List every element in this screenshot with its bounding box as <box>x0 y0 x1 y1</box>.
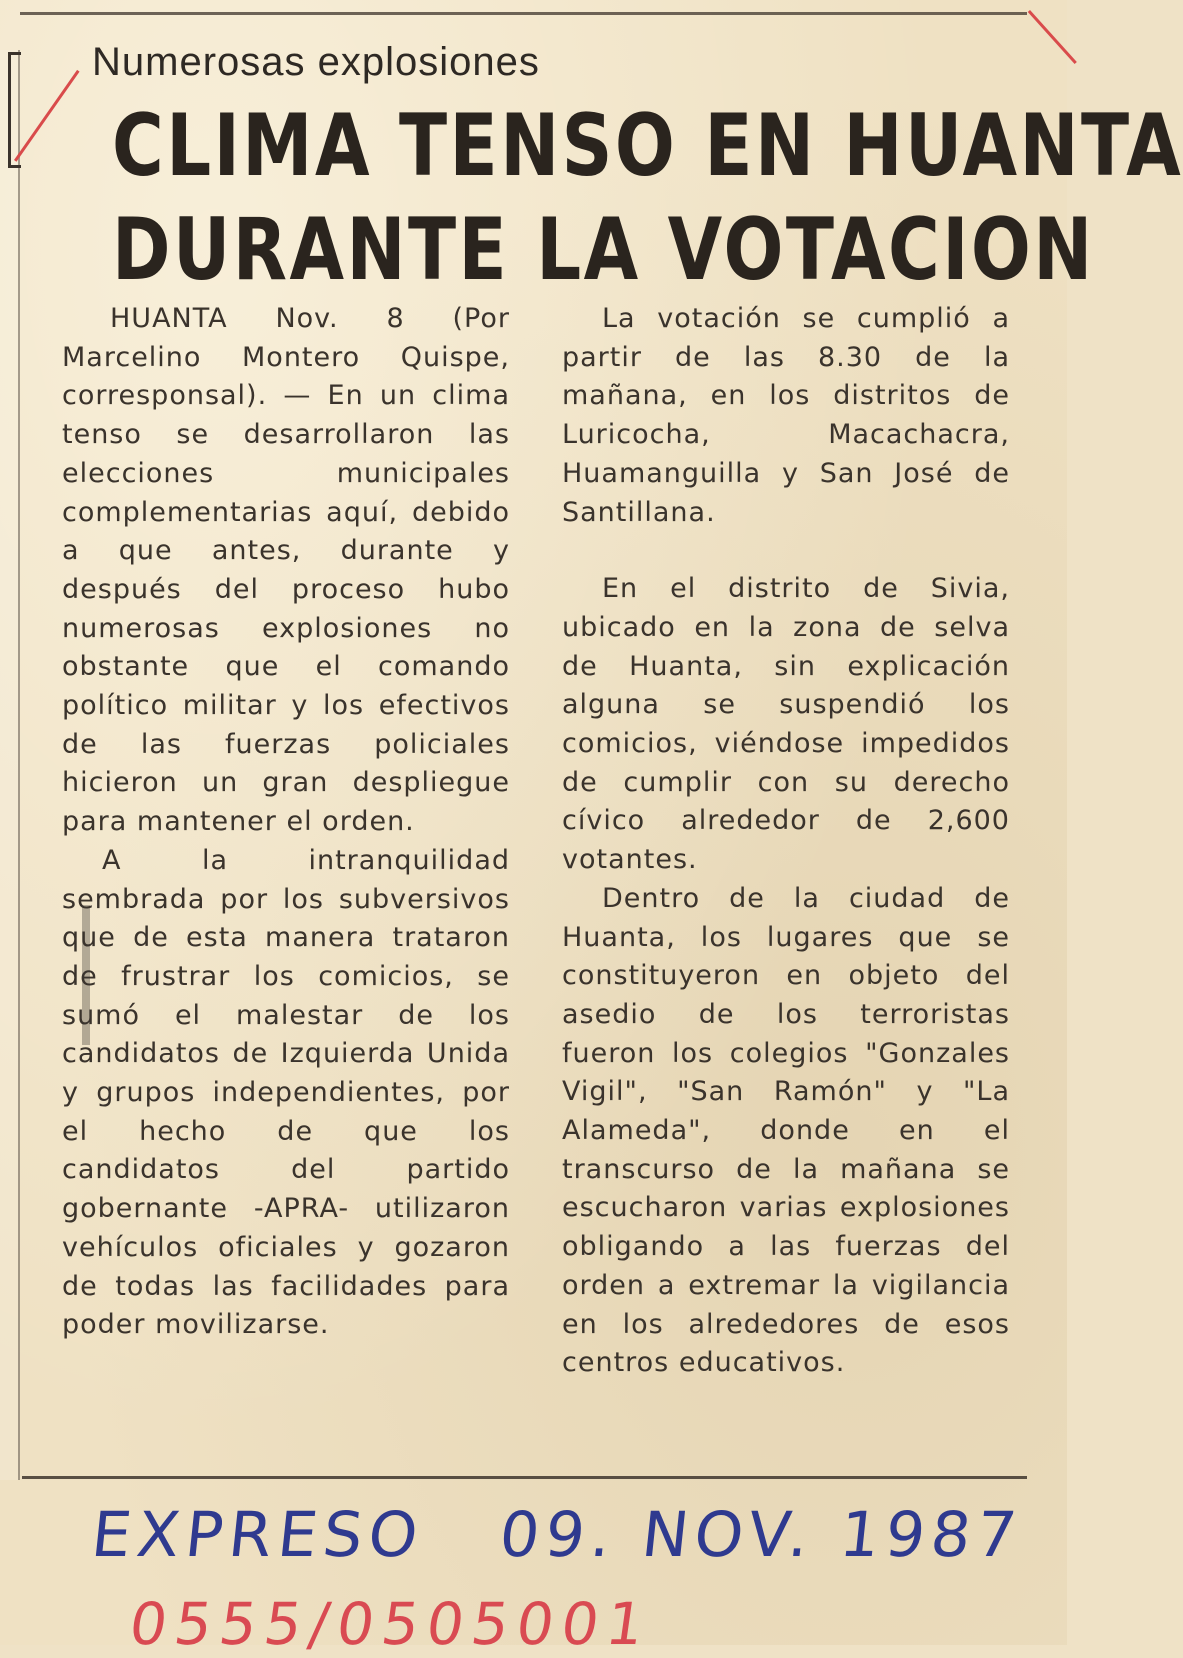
handwritten-archive-code: 0555/0505001 <box>125 1590 657 1658</box>
torn-left-edge <box>0 50 20 1480</box>
paragraph-1: HUANTA Nov. 8 (Por Marcelino Montero Quispe, corresponsal). — En un clima tenso se desarrollaron las elecciones municipales complementarias aquí, debido a que antes, durante y después del proceso hubo numerosas explosiones no obstante que el comando político militar y los efectivos de las fuerzas policiales hicieron un gran despliegue para mantener el orden. <box>62 303 510 838</box>
left-column <box>62 300 510 1345</box>
paragraph-2: A la intranquilidad sembrada por los subversivos que de esta manera trataron de frustrar los comicios, se sumó el malestar de los candidatos de Izquierda Unida y grupos independientes, por el hecho de que los candidatos del partido gobernante -APRA- utilizaron vehículos oficiales y gozaron de todas las facilidades para poder movilizarse. <box>62 844 510 1341</box>
headline-line-1: CLIMA TENSO EN HUANTA <box>112 96 1183 196</box>
article-headline <box>112 94 1183 302</box>
handwritten-source: EXPRESO <box>88 1498 428 1571</box>
headline-line-2: DURANTE LA VOTACION <box>112 200 1095 300</box>
article-kicker: Numerosas explosiones <box>92 40 540 84</box>
paragraph-gap <box>562 532 1010 570</box>
paragraph-4: En el distrito de Sivia, ubicado en la zona de selva de Huanta, sin explicación alguna se suspendió los comicios, viéndose impedidos de cumplir con su derecho cívico alrededor de 2,600 votantes. <box>562 573 1010 876</box>
paragraph-5: Dentro de la ciudad de Huanta, los lugares que se constituyeron en objeto del asedio de los terroristas fueron los colegios "Gonzales Vigil", "San Ramón" y "La Alameda", donde en el transcurso de la mañana se escucharon varias explosiones obligando a las fuerzas del orden a extremar la vigilancia en los alrededores de esos centros educativos. <box>562 882 1010 1379</box>
bottom-rule <box>22 1476 1027 1479</box>
paragraph-3: La votación se cumplió a partir de las 8.30 de la mañana, en los distritos de Luricocha, Macachacra, Huamanguilla y San José de Santillana. <box>562 303 1010 528</box>
pencil-margin-mark <box>82 905 90 1045</box>
right-column <box>562 300 1010 1383</box>
handwritten-date: 09. NOV. 1987 <box>496 1498 1026 1571</box>
top-rule <box>20 12 1027 15</box>
